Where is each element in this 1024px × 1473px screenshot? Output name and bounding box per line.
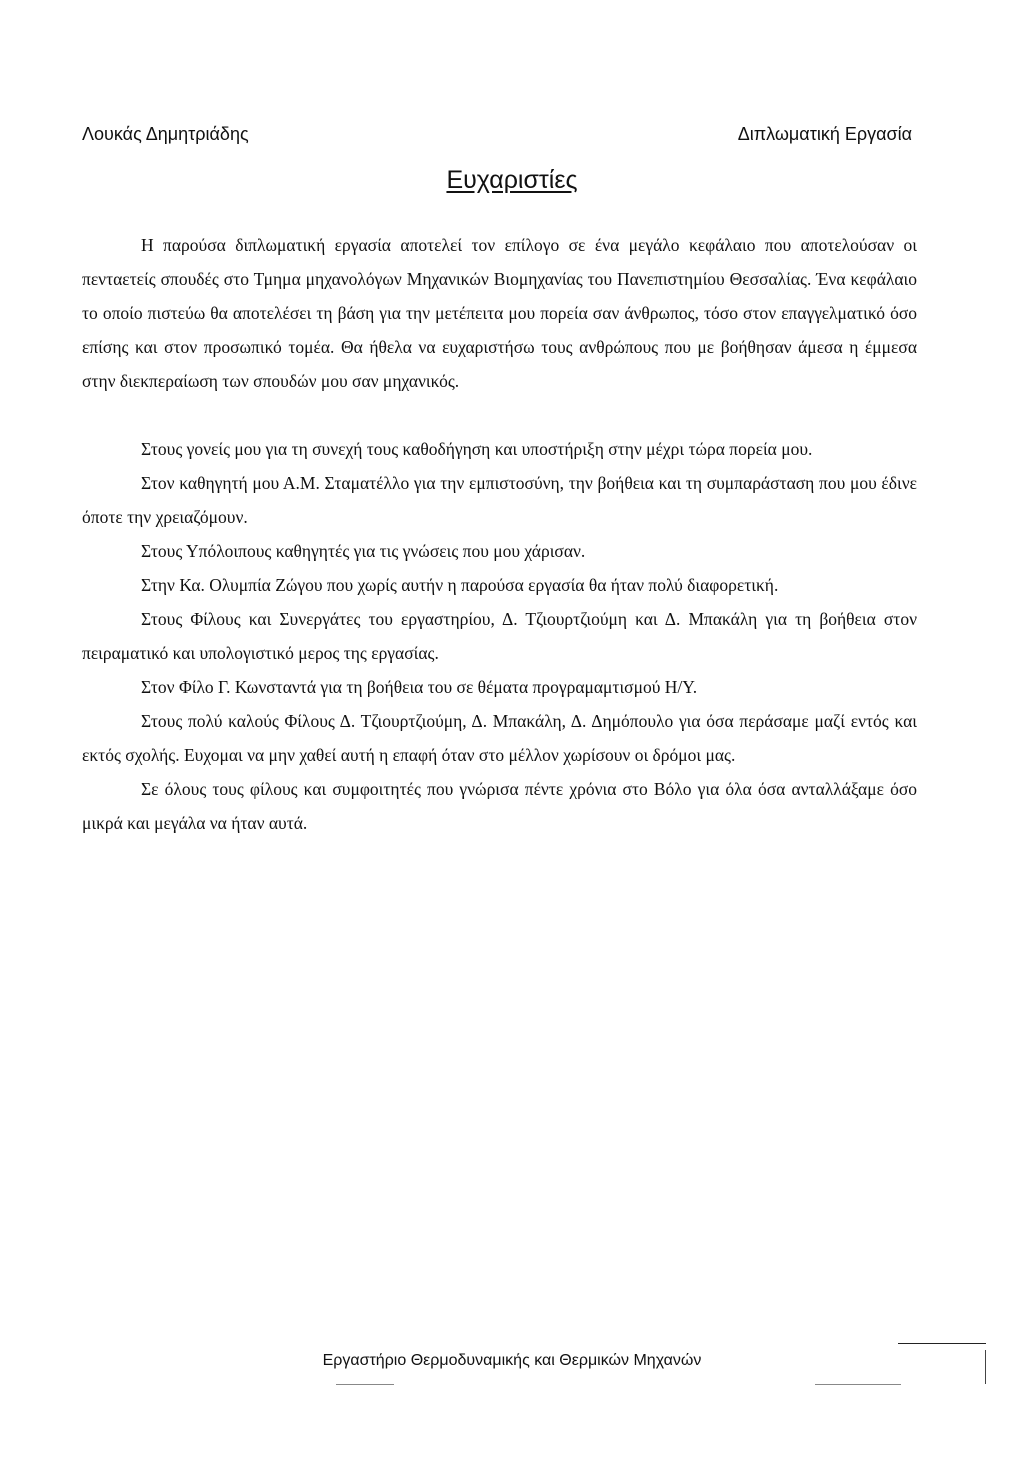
page-header bbox=[82, 124, 912, 145]
paragraph-professor: Στον καθηγητή μου Α.Μ. Σταματέλλο για την εμπιστοσύνη, την βοήθεια και τη συμπαράσταση που μου έδινε όποτε την χρειαζόμουν. bbox=[82, 473, 917, 527]
header-doc-type: Διπλωματική Εργασία bbox=[737, 124, 912, 144]
paragraph-zogou: Στην Κα. Ολυμπία Ζώγου που χωρίς αυτήν η παρούσα εργασία θα ήταν πολύ διαφορετική. bbox=[141, 575, 779, 595]
footer-rule-top bbox=[898, 1343, 986, 1344]
paragraph-konstantas: Στον Φίλο Γ. Κωνσταντά για τη βοήθεια του σε θέματα προγραμαμτισμού Η/Υ. bbox=[141, 677, 698, 697]
page-title: Ευχαριστίες bbox=[446, 166, 578, 194]
footer-rule-bottom-right bbox=[815, 1384, 901, 1385]
paragraph-intro: Η παρούσα διπλωματική εργασία αποτελεί τον επίλογο σε ένα μεγάλο κεφάλαιο που αποτελούσαν οι πενταετείς σπουδές στο Τμημα μηχανολόγων Μηχανικών Βιομηχανίας του Πανεπιστημίου Θεσσαλίας. Ένα κεφάλαιο το οποίο πιστεύω θα αποτελέσει τη βάση για την μετέπειτα μου πορεία σαν άνθρωπος, τόσο στον επαγγελματικό όσο επίσης και στον προσωπικό τομέα. Θα ήθελα να ευχαριστήσω τους ανθρώπους που με βοήθησαν άμεσα η έμμεσα στην διεκπεραίωση των σπουδών μου σαν μηχανικός. bbox=[82, 235, 917, 391]
paragraph-classmates: Σε όλους τους φίλους και συμφοιτητές που γνώρισα πέντε χρόνια στο Βόλο για όλα όσα ανταλλάξαμε όσο μικρά και μεγάλα να ήταν αυτά. bbox=[82, 779, 917, 833]
paragraph-other-professors: Στους Υπόλοιπους καθηγητές για τις γνώσεις που μου χάρισαν. bbox=[141, 541, 586, 561]
paragraph-lab-colleagues: Στους Φίλους και Συνεργάτες του εργαστηρίου, Δ. Τζιουρτζιούμη και Δ. Μπακάλη για τη βοήθεια στον πειραματικό και υπολογιστικό μερος της εργασίας. bbox=[82, 609, 917, 663]
footer-rule-bottom-left bbox=[336, 1384, 394, 1385]
acknowledgements-body bbox=[82, 228, 917, 840]
header-author: Λουκάς Δημητριάδης bbox=[82, 124, 249, 144]
footer-rule-right bbox=[985, 1350, 986, 1384]
paragraph-parents: Στους γονείς μου για τη συνεχή τους καθοδήγηση και υποστήριξη στην μέχρι τώρα πορεία μου. bbox=[141, 439, 813, 459]
paragraph-friends: Στους πολύ καλούς Φίλους Δ. Τζιουρτζιούμη, Δ. Μπακάλη, Δ. Δημόπουλο για όσα περάσαμε μαζί εντός και εκτός σχολής. Ευχομαι να μην χαθεί αυτή η επαφή όταν στο μέλλον χωρίσουν οι δρόμοι μας. bbox=[82, 711, 917, 765]
page-footer: Εργαστήριο Θερμοδυναμικής και Θερμικών Μηχανών bbox=[322, 1352, 702, 1369]
